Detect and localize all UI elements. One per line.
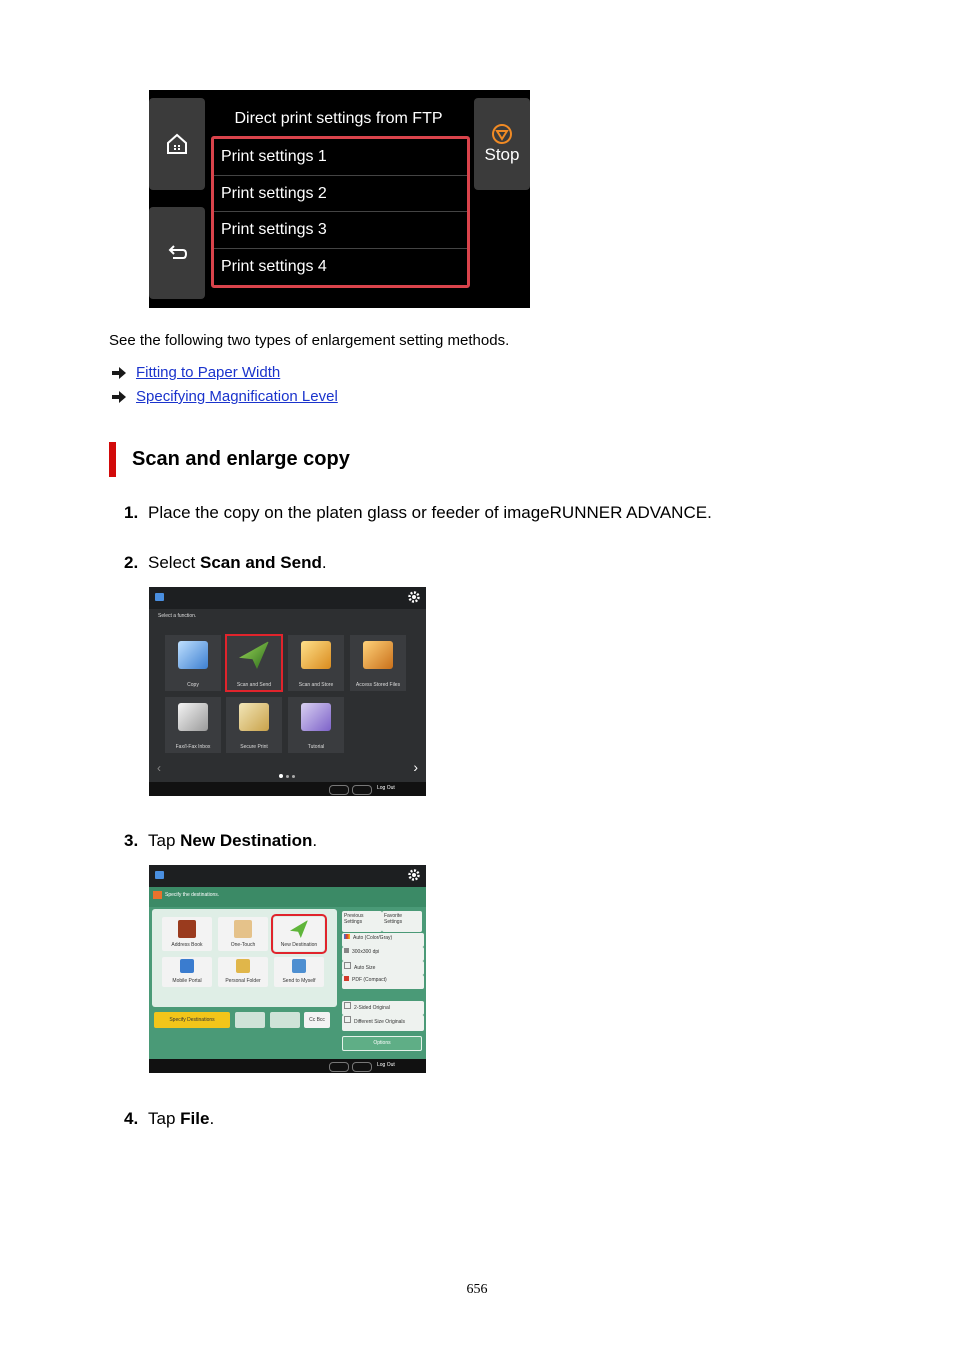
step-4 [124,1109,214,1129]
print-settings-4[interactable]: Print settings 4 [221,257,327,275]
step-text: Select [148,553,200,572]
step-1 [124,503,712,523]
option-label: 2-Sided Original [354,1005,390,1011]
step-3 [124,831,317,851]
print-settings-1[interactable]: Print settings 1 [214,139,467,176]
page-number: 656 [466,1282,488,1297]
tile-one-touch[interactable] [218,917,268,951]
pdf-icon [344,976,349,981]
two-sided-icon [344,1002,351,1009]
option-label: Auto Size [354,965,376,971]
destination-slot[interactable] [235,1012,265,1028]
next-page-icon[interactable]: › [413,759,418,775]
tile-send-to-myself[interactable] [274,957,324,987]
link-specifying-magnification-level[interactable]: Specifying Magnification Level [136,388,338,405]
arrow-right-icon [112,391,126,403]
intro-text: See the following two types of enlargement setting methods. [109,332,510,349]
home-topbar [149,587,426,609]
tile-label: One-Touch [230,942,256,948]
tile-label: New Destination [280,942,318,948]
dest-bottombar [149,1059,426,1073]
print-settings-list [211,136,470,288]
step-emphasis: New Destination [180,831,313,850]
tile-scan-and-send[interactable] [226,635,282,691]
link-row-1 [112,364,280,381]
send-icon [290,920,308,938]
tile-tutorial[interactable] [288,697,344,753]
send-icon [239,641,269,669]
lock-icon [239,703,269,731]
device-icon [155,871,164,879]
step-text: Tap [148,831,181,850]
color-mode-icon [344,934,350,939]
two-sided-option[interactable] [342,1001,424,1015]
gear-icon[interactable] [407,868,421,882]
copy-icon [178,641,208,669]
section-heading: Scan and enlarge copy [132,448,350,470]
home-prompt: Select a function. [158,613,197,619]
step-number: 4. [124,1109,139,1128]
options-button[interactable]: Options [342,1036,422,1051]
tile-new-destination[interactable] [274,917,324,951]
print-settings-2[interactable]: Print settings 2 [214,176,467,213]
folder-icon [363,641,393,669]
page-dots [279,765,295,783]
step-number: 1. [124,503,139,522]
tile-label: Address Book [171,942,203,948]
size-option[interactable] [342,961,424,975]
tile-label: Secure Print [240,744,268,750]
stop-button[interactable] [474,98,530,190]
link-row-2 [112,388,338,405]
print-settings-3[interactable]: Print settings 3 [214,212,467,249]
dest-topbar [149,865,426,887]
prev-page-icon[interactable]: ‹ [157,761,161,775]
step-text: Tap [148,1109,181,1128]
option-label: PDF (Compact) [352,977,387,983]
resolution-icon [344,948,349,953]
gear-icon[interactable] [407,590,421,604]
step-number: 2. [124,553,139,572]
specify-destinations-button[interactable]: Specify Destinations [154,1012,230,1028]
stop-label: Stop [484,145,520,164]
step-emphasis: File [180,1109,210,1128]
different-size-option[interactable] [342,1015,424,1031]
size-icon [344,962,351,969]
step-emphasis: Scan and Send [199,553,322,572]
tile-address-book[interactable] [162,917,212,951]
counter-icon[interactable] [329,785,349,795]
mobile-icon [180,959,194,973]
tile-label: Access Stored Files [355,682,401,688]
status-icon[interactable] [352,785,372,795]
step-text-end: . [321,553,327,572]
step-text: Place the copy on the platen glass or feeder of imageRUNNER ADVANCE. [148,503,712,522]
folder-icon [236,959,250,973]
counter-icon[interactable] [329,1062,349,1072]
arrow-right-icon [112,367,126,379]
favorite-settings-button[interactable]: Favorite Settings [382,911,422,932]
cc-bcc-button[interactable]: Cc Bcc [304,1012,330,1028]
destination-screen-screenshot [149,865,426,1073]
tile-label: Copy [187,682,199,688]
ftp-settings-screenshot [149,90,530,308]
tile-label: Scan and Store [298,682,334,688]
status-icon[interactable] [352,1062,372,1072]
dest-prompt: Specify the destinations. [165,892,220,898]
tile-label: Tutorial [307,744,325,750]
link-fitting-to-paper-width[interactable]: Fitting to Paper Width [136,364,281,381]
home-bottombar [149,782,426,796]
logout-button[interactable]: Log Out [377,1062,395,1068]
tile-access-stored-files[interactable] [350,635,406,691]
stop-icon [491,123,513,145]
tile-label: Send to Myself [282,978,316,984]
device-icon [155,593,164,601]
home-icon [165,132,189,156]
step-2 [124,553,327,573]
home-button[interactable] [149,98,205,190]
tile-label: Scan and Send [236,682,272,688]
step-text-end: . [209,1109,215,1128]
different-size-icon [344,1016,351,1023]
fax-icon [178,703,208,731]
tile-label: Personal Folder [225,978,261,984]
back-button[interactable] [149,207,205,299]
heading-accent-bar [109,442,116,477]
resolution-option[interactable] [342,947,424,961]
step-text-end: . [312,831,318,850]
tile-personal-folder[interactable] [218,957,268,987]
option-label: Different Size Originals [354,1019,406,1025]
ftp-screen-title: Direct print settings from FTP [234,110,443,127]
step-number: 3. [124,831,139,850]
tile-secure-print[interactable] [226,697,282,753]
one-touch-icon [234,920,252,938]
home-screen-screenshot [149,587,426,796]
dest-header [149,887,426,907]
previous-settings-button[interactable]: Previous Settings [342,911,382,932]
book-icon [178,920,196,938]
send-badge-icon [153,891,162,899]
back-icon [166,242,188,264]
tile-fax-inbox[interactable] [165,697,221,753]
destination-slot[interactable] [270,1012,300,1028]
tile-label: Mobile Portal [172,978,202,984]
file-format-option[interactable] [342,975,424,989]
tile-mobile-portal[interactable] [162,957,212,987]
logout-button[interactable]: Log Out [377,785,395,791]
option-label: Auto (Color/Gray) [353,935,393,941]
tile-copy[interactable] [165,635,221,691]
color-option[interactable] [342,933,424,947]
store-icon [301,641,331,669]
person-icon [292,959,306,973]
tile-scan-and-store[interactable] [288,635,344,691]
signpost-icon [301,703,331,731]
option-label: 300x300 dpi [352,949,380,955]
tile-label: Fax/I-Fax Inbox [175,744,211,750]
destination-panel [152,909,337,1007]
